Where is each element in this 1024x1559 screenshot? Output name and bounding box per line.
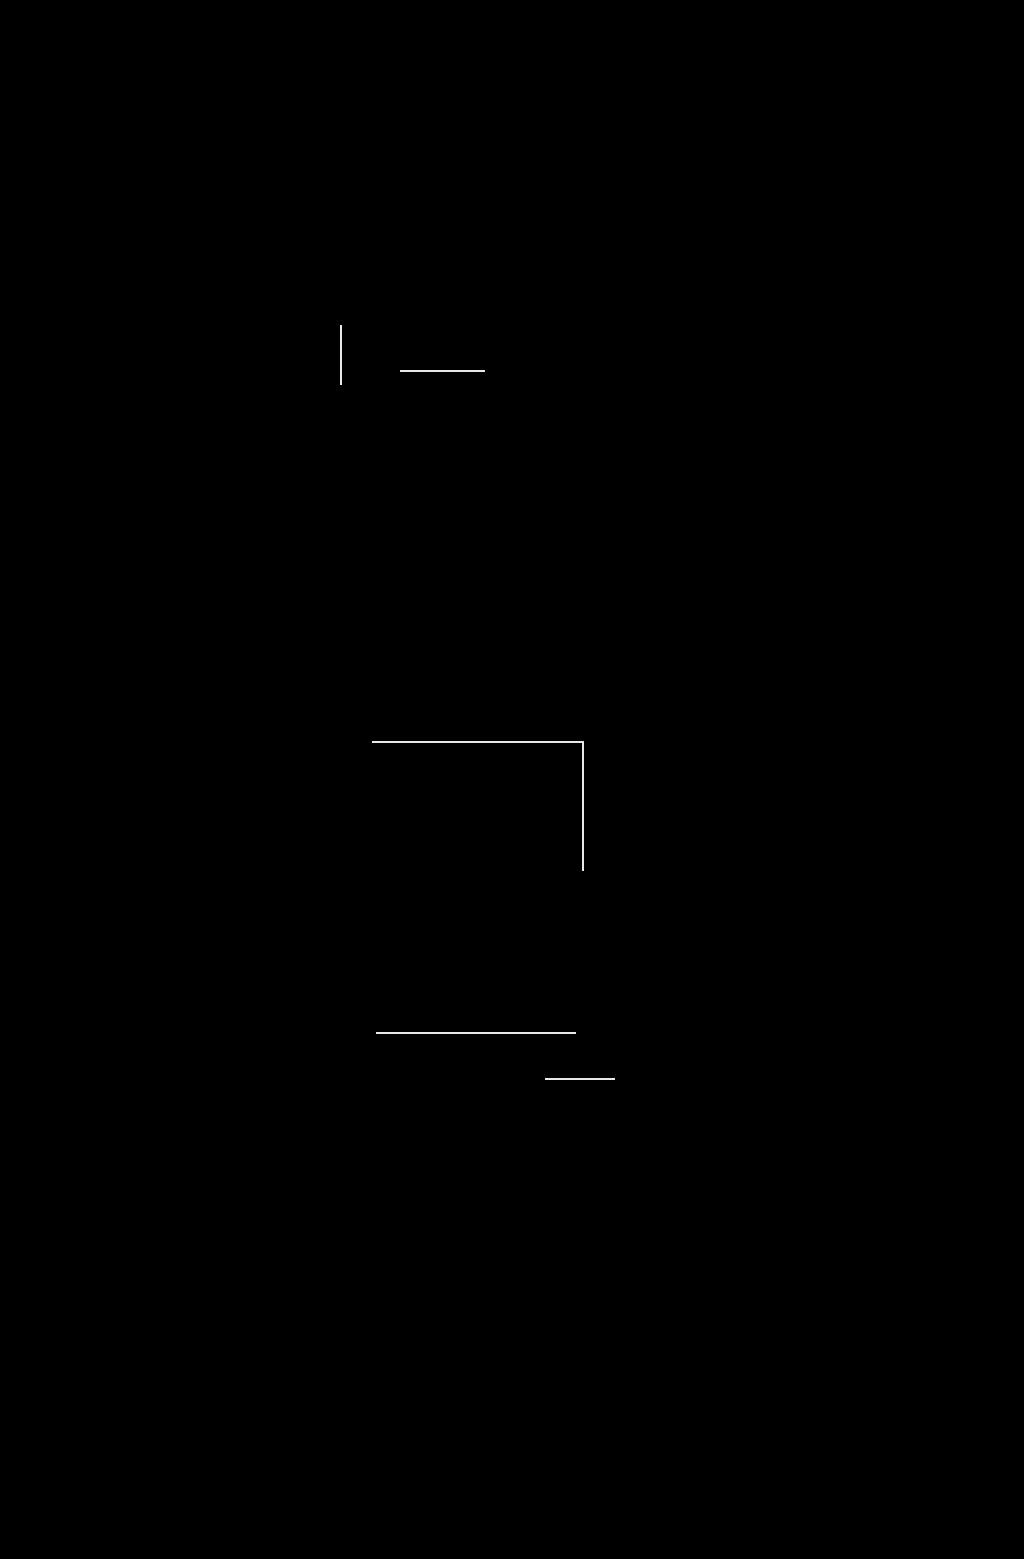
map-legend	[760, 145, 960, 180]
map-line	[340, 325, 342, 385]
map-line	[400, 370, 485, 372]
map-line	[545, 1078, 615, 1080]
map-line	[372, 741, 584, 743]
map-line	[582, 741, 584, 871]
map-line	[376, 1032, 576, 1034]
